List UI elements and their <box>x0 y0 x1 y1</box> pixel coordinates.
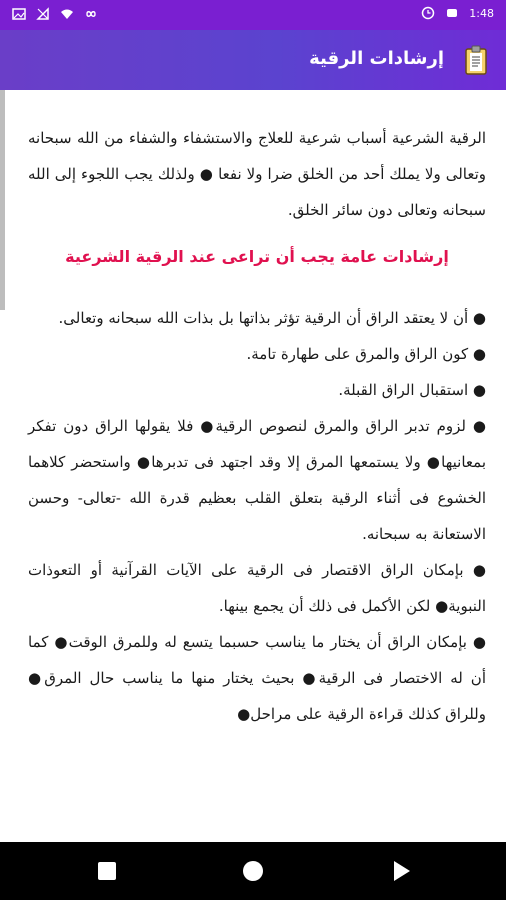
clock-icon <box>421 6 435 20</box>
intro-paragraph: الرقية الشرعية أسباب شرعية للعلاج والاستشفاء والشفاء من الله سبحانه وتعالى ولا يملك أحد من الخلق ضرا ولا نفعا ● ولذلك يجب اللجوء إلى الله سبحانه وتعالى دون سائر الخلق. <box>28 129 486 219</box>
content-area[interactable] <box>0 90 506 842</box>
status-bar <box>0 0 506 30</box>
back-button[interactable] <box>388 858 414 884</box>
list-item: ● بإمكان الراق الاقتصار فى الرقية على الآيات القرآنية أو التعوذات النبوية● لكن الأكمل فى ذلك أن يجمع بينها. <box>28 561 486 615</box>
list-item: ● بإمكان الراق أن يختار ما يناسب حسبما يتسع له وللمرق الوقت● كما أن له الاختصار فى الرقية● بحيث يختار منها ما يناسب حال المرق● وللراق كذلك قراءة الرقية على مراحل● <box>28 633 486 723</box>
location-icon <box>445 6 459 20</box>
wifi-icon <box>60 7 74 21</box>
article-body <box>28 120 486 732</box>
status-time: 1:48 <box>469 6 494 20</box>
page-title: إرشادات الرقية <box>309 48 444 69</box>
recent-apps-button[interactable] <box>94 858 120 884</box>
status-icons-left <box>12 7 98 21</box>
section-heading: إرشادات عامة يجب أن تراعى عند الرقية الشرعية <box>65 247 449 266</box>
list-item: ● كون الراق والمرق على طهارة تامة. <box>246 345 486 363</box>
clipboard-icon[interactable] <box>464 45 488 75</box>
list-item: ● استقبال الراق القبلة. <box>338 381 486 399</box>
scrollbar[interactable] <box>0 90 5 310</box>
list-item: ● أن لا يعتقد الراق أن الرقية تؤثر بذاتها بل بذات الله سبحانه وتعالى. <box>58 309 486 327</box>
home-button[interactable] <box>240 858 266 884</box>
list-item: ● لزوم تدبر الراق والمرق لنصوص الرقية● فلا يقولها الراق دون تفكر بمعانيها● ولا يستمعها المرق إلا وقد اجتهد فى تدبرها● واستحضر كلاهما الخشوع فى أثناء الرقية بتعلق القلب بعظيم قدرة الله -تعالى- وحسن الاستعانة به سبحانه. <box>28 417 486 543</box>
status-icons-right <box>421 6 494 20</box>
gallery-icon <box>12 7 26 21</box>
app-toolbar <box>0 30 506 90</box>
navigation-bar <box>0 842 506 900</box>
no-sim-icon <box>36 7 50 21</box>
infinity-icon <box>84 7 98 21</box>
